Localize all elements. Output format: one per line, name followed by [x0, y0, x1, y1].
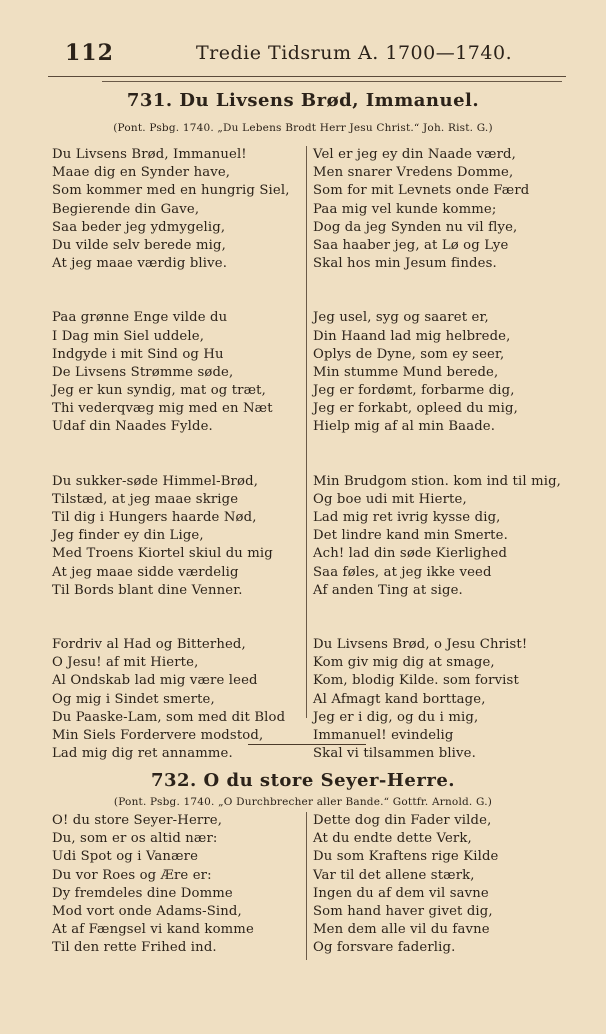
verse-line: Men snarer Vredens Domme, [313, 165, 514, 181]
stanza [313, 812, 568, 958]
hymn-title: 731. Du Livsens Brød, Immanuel. [126, 90, 480, 111]
verse-line: Du vilde selv berede mig, [52, 237, 226, 253]
hymn-732-right-column [313, 812, 568, 994]
verse-line: Og forsvare faderlig. [313, 940, 456, 956]
verse-line: Hielp mig af al min Baade. [313, 419, 496, 435]
verse-line: Du som Kraftens rige Kilde [313, 849, 499, 865]
verse-line: Du Livsens Brød, Immanuel! [52, 147, 247, 162]
verse-line: Skal hos min Jesum findes. [313, 256, 497, 272]
verse-line: Var til det allene stærk, [313, 867, 475, 883]
verse-line: Oplys de Dyne, som ey seer, [313, 346, 505, 362]
verse-line: Al Afmagt kand borttage, [313, 691, 486, 707]
verse-line: Det lindre kand min Smerte. [313, 528, 508, 544]
hymn-title: 732. O du store Seyer-Herre. [150, 770, 456, 791]
verse-line: Min Siels Fordervere modstod, [52, 727, 264, 743]
verse-line: Kom, blodig Kilde. som forvist [313, 673, 519, 689]
verse-line: Min Brudgom stion. kom ind til mig, [313, 473, 562, 489]
verse-line: Vel er jeg ey din Naade værd, [313, 147, 516, 162]
header-rule [48, 76, 566, 77]
verse-line: Til dig i Hungers haarde Nød, [52, 510, 257, 525]
verse-line: Ach! lad din søde Kierlighed [313, 546, 508, 562]
hymn-732-left-column [52, 812, 307, 994]
verse-line: Ingen du af dem vil savne [313, 885, 489, 901]
verse-line: Dog da jeg Synden nu vil flye, [313, 219, 518, 235]
verse-line: Af anden Ting at sige. [313, 582, 463, 598]
verse-line: At af Fængsel vi kand komme [52, 922, 254, 938]
verse-line: Med Troens Kiortel skiul du mig [52, 546, 273, 562]
hymn-731-right-column [313, 146, 568, 799]
verse-line: Thi vederqvæg mig med en Næt [52, 401, 273, 417]
verse-line: Lad mig ret ivrig kysse dig, [313, 510, 501, 525]
verse-line: Kom giv mig dig at smage, [313, 655, 495, 671]
verse-line: Paa grønne Enge vilde du [52, 310, 228, 326]
verse-line: Du Paaske-Lam, som med dit Blod [52, 709, 286, 725]
verse-line: Tilstæd, at jeg maae skrige [52, 491, 239, 507]
verse-line: Og mig i Sindet smerte, [52, 691, 215, 707]
stanza [313, 473, 568, 600]
verse-line: Lad mig dig ret annamme. [52, 746, 233, 762]
verse-line: Du, som er os altid nær: [52, 831, 218, 847]
verse-line: Din Haand lad mig helbrede, [313, 328, 511, 344]
verse-line: Til den rette Frihed ind. [52, 940, 217, 956]
verse-line: Al Ondskab lad mig være leed [52, 673, 258, 689]
verse-line: Saa haaber jeg, at Lø og Lye [313, 237, 509, 253]
stanza [313, 309, 568, 436]
verse-line: Mod vort onde Adams-Sind, [52, 903, 242, 919]
verse-line: At jeg maae værdig blive. [52, 256, 228, 272]
hymn-source: (Pont. Psbg. 1740. „O Durchbrecher aller Bande.“ Gottfr. Arnold. G.) [113, 796, 493, 808]
verse-line: Paa mig vel kunde komme; [313, 201, 497, 217]
verse-line: Jeg er fordømt, forbarme dig, [313, 383, 515, 399]
verse-line: Begierende din Gave, [52, 201, 200, 217]
verse-line: Fordriv al Had og Bitterhed, [52, 636, 246, 652]
verse-line: Som for mit Levnets onde Færd [313, 183, 530, 199]
hymn-source: (Pont. Psbg. 1740. „Du Lebens Brodt Herr Jesu Christ.“ Joh. Rist. G.) [113, 122, 493, 134]
verse-line: Jeg er kun syndig, mat og træt, [52, 383, 266, 399]
header-rule-secondary [102, 81, 562, 82]
page-number: 112 [65, 40, 114, 66]
verse-line: Jeg er i dig, og du i mig, [313, 709, 479, 725]
verse-line: At du endte dette Verk, [313, 831, 472, 847]
verse-line: O Jesu! af mit Hierte, [52, 655, 199, 671]
verse-line: Udi Spot og i Vanære [52, 849, 199, 865]
running-title: Tredie Tidsrum A. 1700—1740. [196, 42, 513, 64]
hymn-731-left-column [52, 146, 307, 799]
verse-line: Udaf din Naades Fylde. [52, 419, 213, 435]
stanza [52, 309, 307, 436]
page-header [0, 40, 606, 68]
verse-line: Saa beder jeg ydmygelig, [52, 219, 226, 235]
verse-line: Jeg er forkabt, opleed du mig, [313, 401, 518, 417]
verse-line: Dette dog din Fader vilde, [313, 813, 492, 828]
verse-line: Du sukker-søde Himmel-Brød, [52, 473, 259, 489]
stanza [52, 812, 307, 958]
verse-line: Saa føles, at jeg ikke veed [313, 564, 492, 580]
verse-line: Jeg finder ey din Lige, [52, 528, 204, 544]
stanza [313, 146, 568, 273]
verse-line: O! du store Seyer-Herre, [52, 813, 223, 828]
verse-line: Som kommer med en hungrig Siel, [52, 183, 290, 199]
verse-line: Jeg usel, syg og saaret er, [313, 310, 489, 326]
verse-line: Dy fremdeles dine Domme [52, 885, 233, 901]
verse-line: Skal vi tilsammen blive. [313, 746, 476, 762]
verse-line: I Dag min Siel uddele, [52, 328, 205, 344]
stanza [52, 473, 307, 600]
verse-line: Maae dig en Synder have, [52, 165, 231, 181]
verse-line: At jeg maae sidde værdelig [52, 564, 239, 580]
stanza [52, 146, 307, 273]
verse-line: Min stumme Mund berede, [313, 364, 499, 380]
verse-line: Immanuel! evindelig [313, 727, 454, 743]
verse-line: De Livsens Strømme søde, [52, 364, 234, 380]
verse-line: Og boe udi mit Hierte, [313, 491, 467, 507]
verse-line: Du Livsens Brød, o Jesu Christ! [313, 636, 528, 652]
verse-line: Til Bords blant dine Venner. [52, 582, 243, 598]
verse-line: Men dem alle vil du favne [313, 922, 490, 938]
verse-line: Som hand haver givet dig, [313, 903, 493, 919]
section-separator [248, 744, 366, 745]
verse-line: Du vor Roes og Ære er: [52, 867, 212, 883]
verse-line: Indgyde i mit Sind og Hu [52, 346, 224, 362]
